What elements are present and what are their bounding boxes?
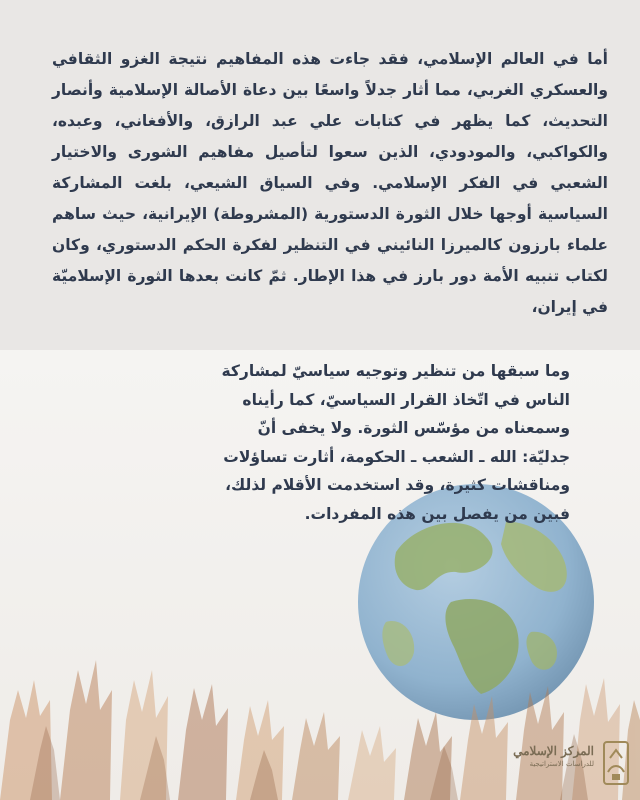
logo-subtitle: للدراسات الاستراتيجية (529, 760, 594, 768)
paragraph-second: وما سبقها من تنظير وتوجيه سياسيّ لمشاركة الناس في اتّخاذ القرار السياسيّ، كما رأيناه وسمعناه من مؤسّس الثورة. ولا يخفى أنّ جدليّة: الله ـ الشعب ـ الحكومة، أثارت تساؤلات ومناقشات كثيرة، وقد استخدمت الأقلام لذلك، فبين من يفصل بين هذه المفردات. (221, 362, 570, 523)
logo-title: المركز الإسلامي (513, 744, 594, 758)
logo-text (513, 744, 594, 768)
center-logo (508, 734, 638, 794)
center-logo-icon (598, 738, 634, 788)
paragraph-first: أما في العالم الإسلامي، فقد جاءت هذه المفاهيم نتيجة الغزو الثقافي والعسكري الغربي، مما أثار جدلاً واسعًا بين دعاة الأصالة الإسلامية وأنصار التحديث، كما يظهر في كتابات علي عبد الرازق، والأفغاني، وعبده، والكواكبي، والمودودي، الذين سعوا لتأصيل مفاهيم الشورى والاختيار الشعبي في الفكر الإسلامي. وفي السياق الشيعي، بلغت المشاركة السياسية أوجها خلال الثورة الدستورية (المشروطة) الإيرانية، حيث ساهم علماء بارزون كالميرزا النائيني في التنظير لفكرة الحكم الدستوري، وكان لكتاب تنبيه الأمة دور بارز في هذا الإطار. ثمّ كانت بعدها الثورة الإسلاميّة في إيران، (52, 50, 608, 316)
